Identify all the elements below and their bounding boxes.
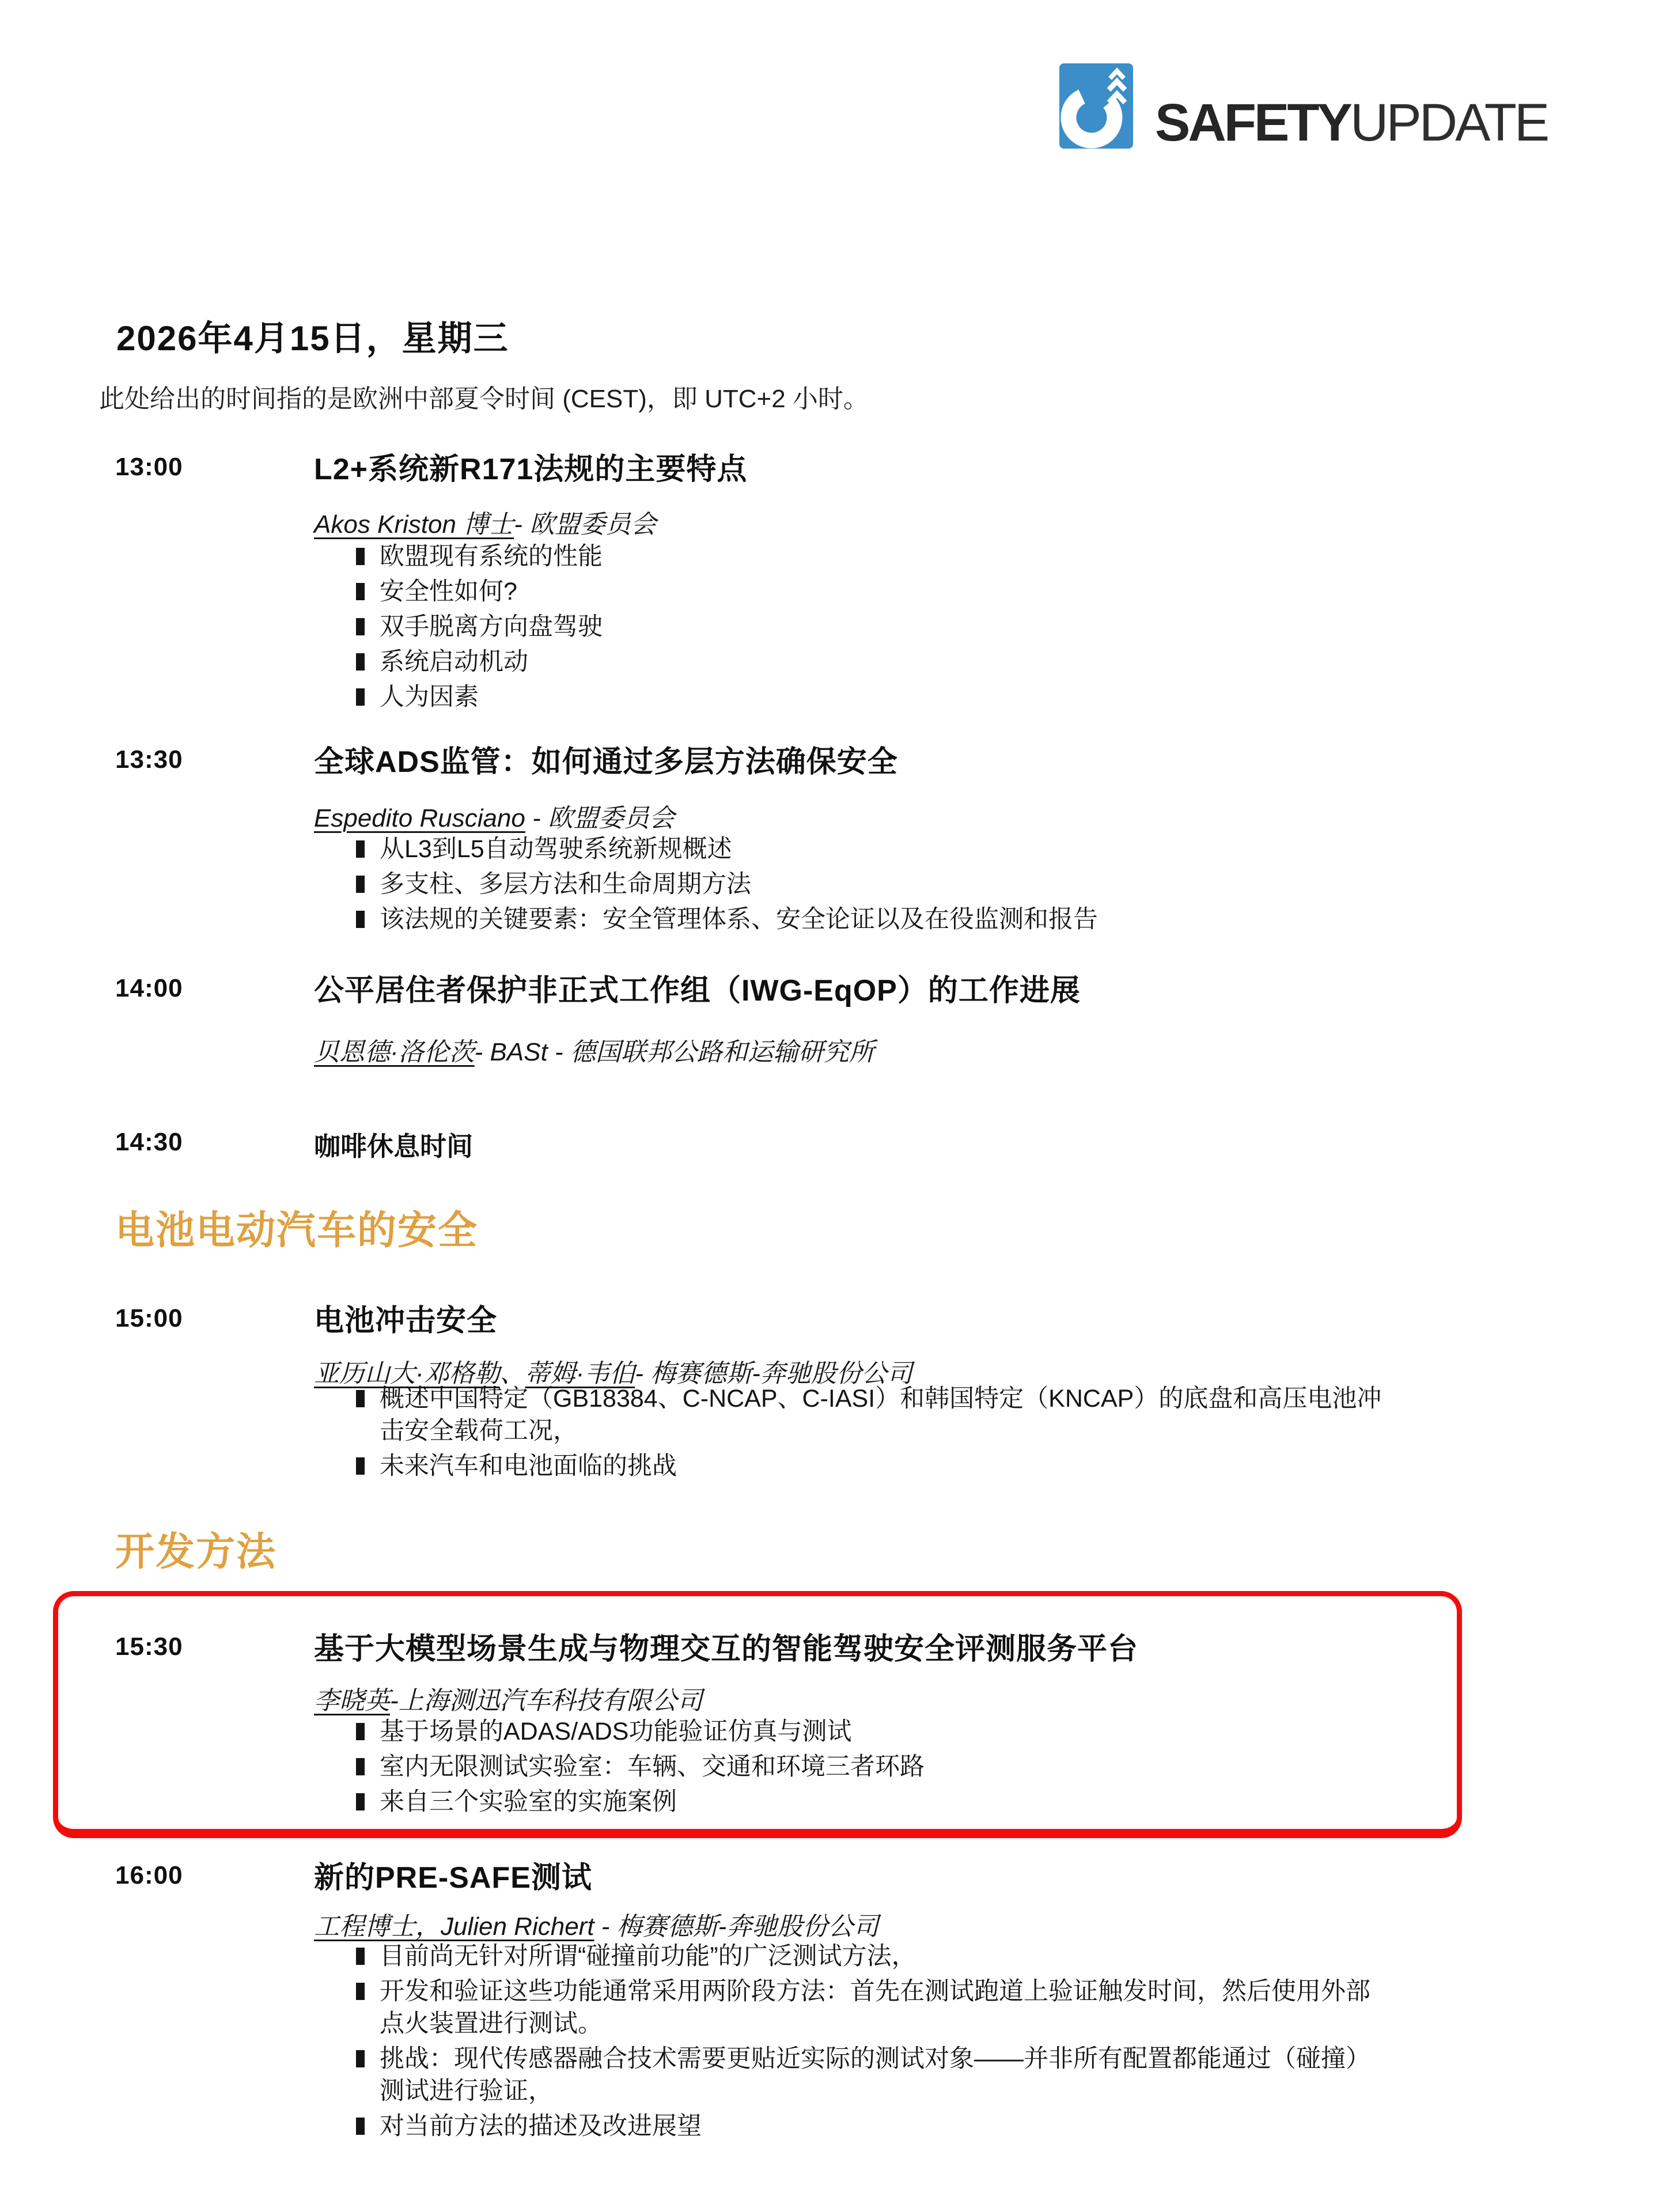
- bullet-item: [356, 1786, 925, 1818]
- bullet-square-icon: [356, 583, 365, 600]
- bullet-square-icon: [356, 1390, 365, 1407]
- bullet-square-icon: [356, 2118, 365, 2135]
- bullet-item: [356, 903, 1098, 935]
- bullet-square-icon: [356, 1758, 365, 1775]
- session-bullets: [356, 1940, 1385, 2145]
- bullet-item: [356, 681, 603, 713]
- timezone-note: 此处给出的时间指的是欧洲中部夏令时间 (CEST)，即 UTC+2 小时。: [99, 385, 869, 413]
- logo-word-update: UPDATE: [1350, 93, 1548, 152]
- speaker-affiliation: - 梅赛德斯-奔驰股份公司: [594, 1912, 879, 1941]
- bullet-square-icon: [356, 1457, 365, 1475]
- bullet-square-icon: [356, 1948, 365, 1965]
- bullet-square-icon: [356, 1723, 365, 1740]
- session-speaker: [314, 1680, 703, 1717]
- bullet-item: [356, 2043, 1385, 2107]
- session-speaker: [314, 797, 675, 834]
- session-time: 15:30: [115, 1633, 183, 1661]
- speaker-sep: 、: [499, 1359, 525, 1388]
- bullet-item: [356, 1940, 1385, 1972]
- session-title: 新的PRE-SAFE测试: [314, 1861, 592, 1895]
- session-title: 全球ADS监管：如何通过多层方法确保安全: [314, 745, 898, 779]
- logo-word-safety: SAFETY: [1155, 93, 1350, 152]
- session-time: 15:00: [115, 1304, 183, 1332]
- logo-wordmark: [1155, 95, 1547, 151]
- bullet-item: [356, 1715, 925, 1748]
- bullet-item: [356, 1382, 1385, 1447]
- bullet-text: 目前尚无针对所谓“碰撞前功能”的广泛测试方法，: [380, 1942, 916, 1970]
- bullet-text: 安全性如何?: [380, 578, 517, 605]
- bullet-square-icon: [356, 911, 365, 928]
- safetyupdate-logo: [1059, 63, 1547, 151]
- bullet-item: [356, 1751, 925, 1783]
- speaker-name: 贝恩德·洛伦茨: [314, 1038, 475, 1066]
- bullet-square-icon: [356, 618, 365, 635]
- bullet-square-icon: [356, 2050, 365, 2067]
- bullet-item: [356, 1975, 1385, 2040]
- session-time: 16:00: [115, 1861, 183, 1889]
- session-speaker: [314, 1906, 878, 1942]
- session-title: 公平居住者保护非正式工作组（IWG-EqOP）的工作进展: [314, 974, 1081, 1007]
- session-speaker: [314, 1031, 874, 1068]
- bullet-square-icon: [356, 1793, 365, 1810]
- session-bullets: [356, 833, 1098, 938]
- bullet-item: [356, 2110, 1385, 2142]
- bullet-item: [356, 868, 1098, 900]
- bullet-text: 挑战：现代传感器融合技术需要更贴近实际的测试对象——并非所有配置都能通过（碰撞）测试进行验证，: [380, 2045, 1370, 2105]
- session-time: 14:00: [115, 974, 183, 1002]
- session-title: L2+系统新R171法规的主要特点: [314, 453, 748, 486]
- speaker-name: 工程博士，Julien Richert: [314, 1912, 594, 1941]
- speaker-name: 亚历山大·邓格勒: [314, 1359, 500, 1388]
- bullet-item: [356, 1450, 1385, 1482]
- speaker-affiliation: - BASt - 德国联邦公路和运输研究所: [474, 1038, 874, 1066]
- speaker-affiliation: -上海测迅汽车科技有限公司: [390, 1687, 703, 1715]
- safetyupdate-logo-icon: [1059, 63, 1133, 151]
- bullet-square-icon: [356, 548, 365, 565]
- bullet-text: 欧盟现有系统的性能: [380, 543, 603, 570]
- bullet-text: 未来汽车和电池面临的挑战: [380, 1452, 677, 1480]
- session-speaker: [314, 503, 656, 540]
- speaker-name: Espedito Rusciano: [314, 804, 525, 832]
- bullet-text: 对当前方法的描述及改进展望: [380, 2112, 702, 2140]
- session-title: 基于大模型场景生成与物理交互的智能驾驶安全评测服务平台: [314, 1633, 1139, 1666]
- bullet-square-icon: [356, 876, 365, 893]
- bullet-item: [356, 833, 1098, 865]
- bullet-text: 双手脱离方向盘驾驶: [380, 613, 603, 641]
- bullet-square-icon: [356, 1983, 365, 2000]
- speaker-name: 李晓英: [314, 1687, 390, 1715]
- bullet-text: 系统启动机动: [380, 648, 528, 676]
- break-label: 咖啡休息时间: [314, 1131, 473, 1161]
- bullet-item: [356, 540, 603, 573]
- session-title: 电池冲击安全: [314, 1304, 498, 1338]
- bullet-text: 基于场景的ADAS/ADS功能验证仿真与测试: [380, 1718, 852, 1745]
- bullet-text: 从L3到L5自动驾驶系统新规概述: [380, 835, 732, 863]
- session-bullets: [356, 1715, 925, 1821]
- date-heading: 2026年4月15日，星期三: [116, 319, 509, 358]
- session-bullets: [356, 1382, 1385, 1485]
- break-time: 14:30: [115, 1128, 183, 1156]
- bullet-square-icon: [356, 653, 365, 671]
- bullet-square-icon: [356, 840, 365, 858]
- bullet-text: 概述中国特定（GB18384、C-NCAP、C-IASI）和韩国特定（KNCAP）的底盘和高压电池冲击安全载荷工况，: [380, 1385, 1382, 1445]
- bullet-item: [356, 611, 603, 643]
- bullet-item: [356, 575, 603, 608]
- bullet-square-icon: [356, 688, 365, 706]
- bullet-text: 该法规的关键要素：安全管理体系、安全论证以及在役监测和报告: [380, 906, 1098, 933]
- speaker-name-2: 蒂姆·韦伯: [525, 1359, 635, 1388]
- session-time: 13:00: [115, 453, 183, 481]
- group-header-development-methods: 开发方法: [115, 1530, 277, 1574]
- bullet-text: 开发和验证这些功能通常采用两阶段方法：首先在测试跑道上验证触发时间，然后使用外部点火装置进行测试。: [380, 1978, 1370, 2037]
- session-time: 13:30: [115, 745, 183, 774]
- speaker-affiliation: - 欧盟委员会: [514, 510, 657, 539]
- speaker-name: Akos Kriston 博士: [314, 510, 514, 539]
- session-bullets: [356, 540, 603, 716]
- group-header-battery-ev-safety: 电池电动汽车的安全: [115, 1209, 479, 1252]
- speaker-affiliation: - 梅赛德斯-奔驰股份公司: [635, 1359, 912, 1388]
- bullet-text: 来自三个实验室的实施案例: [380, 1788, 677, 1816]
- bullet-text: 人为因素: [380, 683, 479, 711]
- speaker-affiliation: - 欧盟委员会: [525, 804, 675, 832]
- bullet-item: [356, 646, 603, 678]
- bullet-text: 室内无限测试实验室：车辆、交通和环境三者环路: [380, 1753, 925, 1781]
- bullet-text: 多支柱、多层方法和生命周期方法: [380, 870, 751, 898]
